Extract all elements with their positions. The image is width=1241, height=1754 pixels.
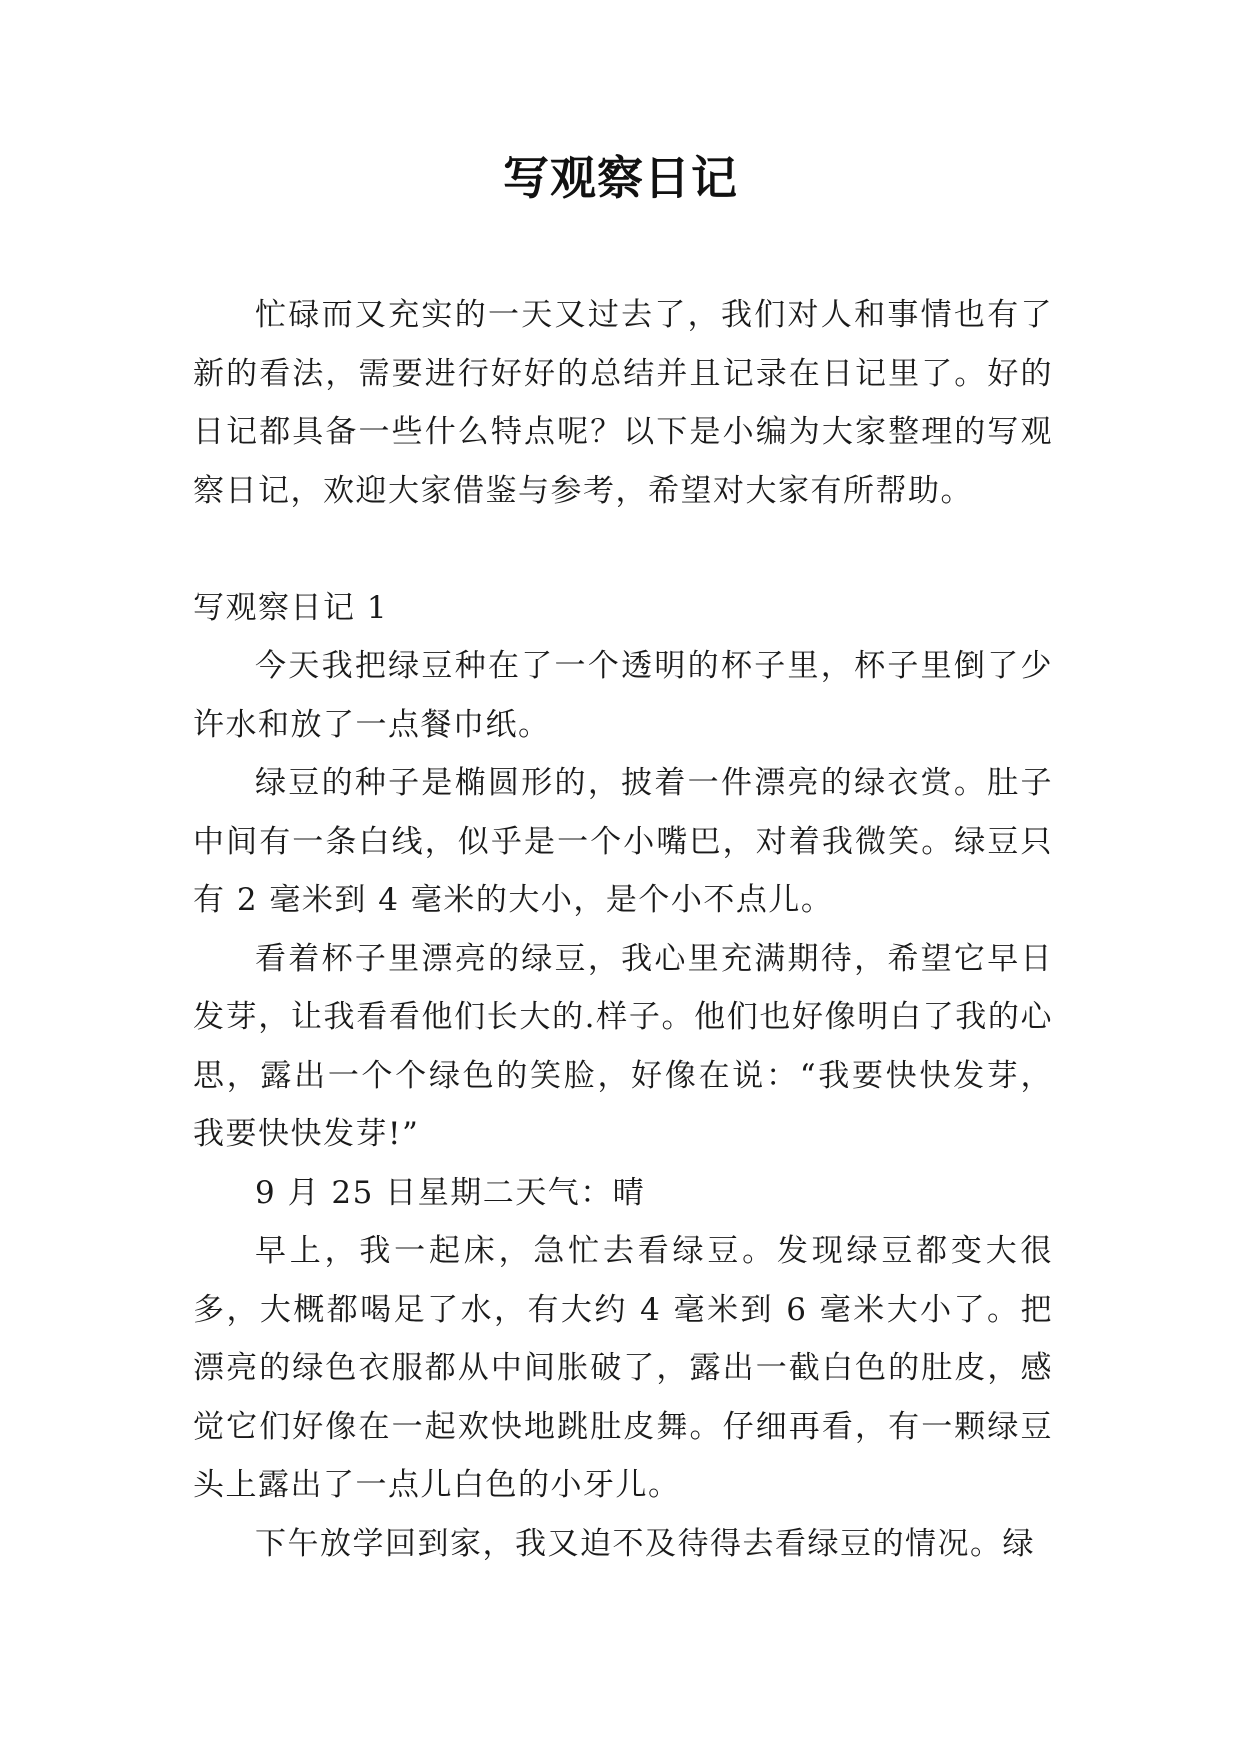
document-title: 写观察日记 <box>503 151 738 205</box>
document-body <box>193 286 1053 1573</box>
body-paragraph: 今天我把绿豆种在了一个透明的杯子里，杯子里倒了少许水和放了一点餐巾纸。 <box>193 648 1053 743</box>
intro-paragraph: 忙碌而又充实的一天又过去了，我们对人和事情也有了新的看法，需要进行好好的总结并且记录在日记里了。好的日记都具备一些什么特点呢？以下是小编为大家整理的写观察日记，欢迎大家借鉴与参考，希望对大家有所帮助。 <box>193 297 1053 509</box>
paragraph-spacer <box>193 520 1053 579</box>
body-paragraph: 早上，我一起床，急忙去看绿豆。发现绿豆都变大很多，大概都喝足了水，有大约 4 毫米到 6 毫米大小了。把漂亮的绿色衣服都从中间胀破了，露出一截白色的肚皮，感觉它们好像在一起欢快地跳肚皮舞。仔细再看，有一颗绿豆头上露出了一点儿白色的小牙儿。 <box>193 1233 1053 1503</box>
date-weather-line: 9 月 25 日星期二天气：晴 <box>255 1174 646 1211</box>
body-paragraph: 下午放学回到家，我又迫不及待得去看绿豆的情况。绿 <box>255 1525 1035 1562</box>
body-paragraph: 看着杯子里漂亮的绿豆，我心里充满期待，希望它早日发芽，让我看看他们长大的.样子。他们也好像明白了我的心思，露出一个个绿色的笑脸，好像在说：“我要快快发芽，我要快快发芽!” <box>193 940 1053 1152</box>
section-heading: 写观察日记 1 <box>193 589 389 626</box>
body-paragraph: 绿豆的种子是椭圆形的，披着一件漂亮的绿衣赏。肚子中间有一条白线，似乎是一个小嘴巴，对着我微笑。绿豆只有 2 毫米到 4 毫米的大小，是个小不点儿。 <box>193 765 1053 918</box>
